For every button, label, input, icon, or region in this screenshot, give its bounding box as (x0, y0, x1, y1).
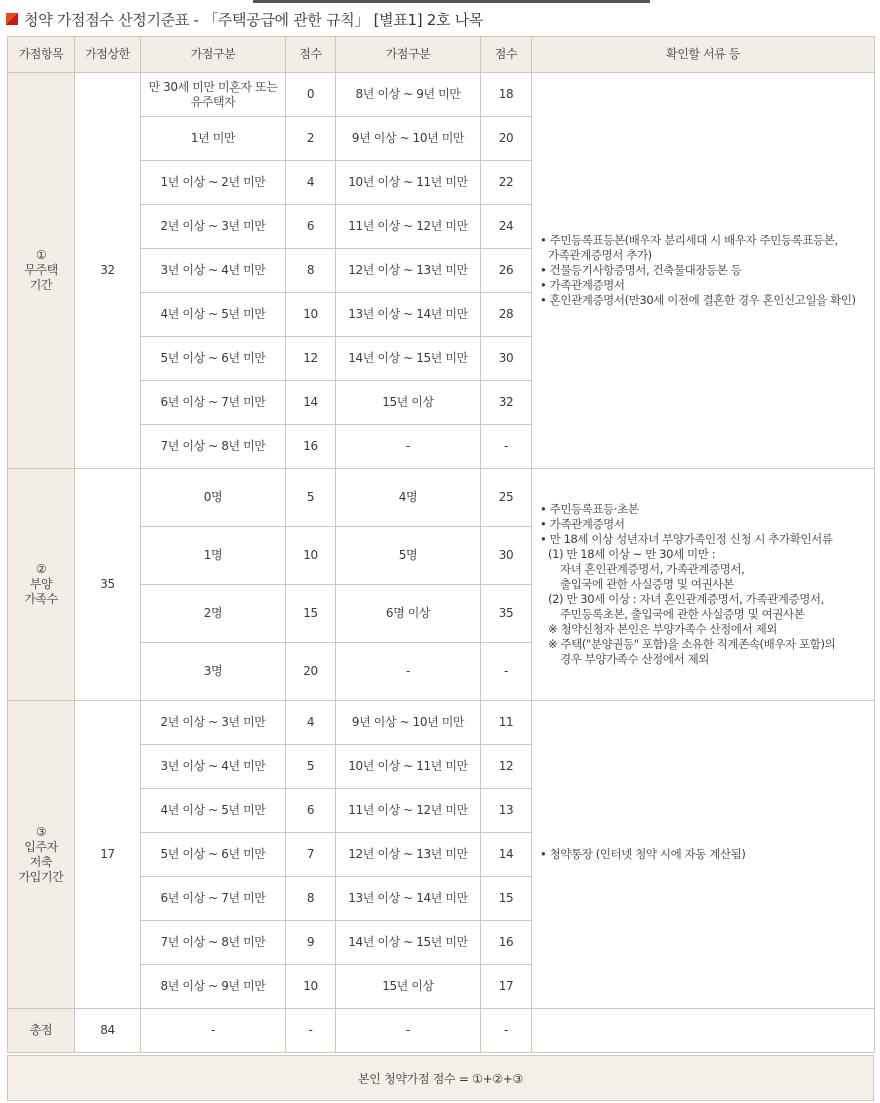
score-b: 24 (481, 205, 532, 249)
score-b: 26 (481, 249, 532, 293)
score-a: 4 (286, 161, 336, 205)
total-criteria-a: - (141, 1009, 286, 1053)
criteria-b: 14년 이상 ~ 15년 미만 (336, 921, 481, 965)
criteria-b: 11년 이상 ~ 12년 미만 (336, 205, 481, 249)
score-b: 30 (481, 337, 532, 381)
table-row (8, 73, 875, 117)
section2-documents: • 주민등록표등·초본 • 가족관계증명서 • 만 18세 이상 성년자녀 부양가족인정 신청 시 추가확인서류 (1) 만 18세 이상 ~ 만 30세 미만 : 자녀 혼인관계증명서, 가족관계증명서, 출입국에 관한 사실증명 및 여권사본 (2) 만 30세 이상 : 자녀 혼인관계증명서, 가족관계증명서, 주민등록초본, 출입국에 관한 사실증명 및 여권사본 ※ 청약신청자 본인은 부양가족수 산정에서 제외 ※ 주택("분양권등" 포함)을 소유한 직계존속(배우자 포함)의 경우 부양가족수 산정에서 제외 (532, 469, 875, 701)
criteria-a: 1년 미만 (141, 117, 286, 161)
criteria-a: 0명 (141, 469, 286, 527)
score-b: 14 (481, 833, 532, 877)
criteria-a: 4년 이상 ~ 5년 미만 (141, 293, 286, 337)
top-divider-bar (253, 0, 650, 3)
criteria-b: 15년 이상 (336, 381, 481, 425)
score-a: 0 (286, 73, 336, 117)
score-b: 32 (481, 381, 532, 425)
score-table (7, 36, 875, 1053)
header-criteria-a: 가점구분 (141, 37, 286, 73)
section2-category: ② 부양 가족수 (8, 469, 75, 701)
criteria-a: 2명 (141, 585, 286, 643)
criteria-b: 13년 이상 ~ 14년 미만 (336, 293, 481, 337)
criteria-a: 6년 이상 ~ 7년 미만 (141, 877, 286, 921)
criteria-a: 6년 이상 ~ 7년 미만 (141, 381, 286, 425)
header-score-b: 점수 (481, 37, 532, 73)
criteria-b: 12년 이상 ~ 13년 미만 (336, 833, 481, 877)
score-b: 20 (481, 117, 532, 161)
criteria-a: 5년 이상 ~ 6년 미만 (141, 337, 286, 381)
criteria-a: 7년 이상 ~ 8년 미만 (141, 921, 286, 965)
section3-max: 17 (75, 701, 141, 1009)
score-b: 35 (481, 585, 532, 643)
total-documents (532, 1009, 875, 1053)
criteria-b: 8년 이상 ~ 9년 미만 (336, 73, 481, 117)
section3-category: ③ 입주자 저축 가입기간 (8, 701, 75, 1009)
score-a: 10 (286, 293, 336, 337)
criteria-b: 6명 이상 (336, 585, 481, 643)
criteria-b: 9년 이상 ~ 10년 미만 (336, 701, 481, 745)
score-formula-text: 본인 청약가점 점수 = ①+②+③ (357, 1071, 524, 1086)
score-a: 2 (286, 117, 336, 161)
criteria-a: 만 30세 미만 미혼자 또는 유주택자 (141, 73, 286, 117)
score-a: 5 (286, 745, 336, 789)
section2-max: 35 (75, 469, 141, 701)
score-b: 12 (481, 745, 532, 789)
criteria-b: 15년 이상 (336, 965, 481, 1009)
criteria-a: 7년 이상 ~ 8년 미만 (141, 425, 286, 469)
score-b: - (481, 643, 532, 701)
criteria-a: 3년 이상 ~ 4년 미만 (141, 249, 286, 293)
score-a: 6 (286, 789, 336, 833)
criteria-a: 8년 이상 ~ 9년 미만 (141, 965, 286, 1009)
score-b: 13 (481, 789, 532, 833)
score-a: 9 (286, 921, 336, 965)
header-score-a: 점수 (286, 37, 336, 73)
total-score-a: - (286, 1009, 336, 1053)
header-criteria-b: 가점구분 (336, 37, 481, 73)
score-b: 16 (481, 921, 532, 965)
criteria-a: 2년 이상 ~ 3년 미만 (141, 701, 286, 745)
criteria-b: 13년 이상 ~ 14년 미만 (336, 877, 481, 921)
score-a: 7 (286, 833, 336, 877)
criteria-b: 11년 이상 ~ 12년 미만 (336, 789, 481, 833)
criteria-b: 12년 이상 ~ 13년 미만 (336, 249, 481, 293)
header-category: 가점항목 (8, 37, 75, 73)
total-criteria-b: - (336, 1009, 481, 1053)
total-row (8, 1009, 875, 1053)
criteria-a: 1년 이상 ~ 2년 미만 (141, 161, 286, 205)
score-b: 25 (481, 469, 532, 527)
score-a: 15 (286, 585, 336, 643)
total-label: 총점 (8, 1009, 75, 1053)
score-b: 30 (481, 527, 532, 585)
score-b: 11 (481, 701, 532, 745)
score-a: 8 (286, 877, 336, 921)
score-b: - (481, 425, 532, 469)
criteria-a: 3년 이상 ~ 4년 미만 (141, 745, 286, 789)
total-score-b: - (481, 1009, 532, 1053)
score-a: 8 (286, 249, 336, 293)
section1-category: ① 무주택 기간 (8, 73, 75, 469)
score-b: 15 (481, 877, 532, 921)
page-title (6, 6, 483, 32)
bullet-square-icon (6, 13, 18, 25)
header-documents: 확인할 서류 등 (532, 37, 875, 73)
section1-max: 32 (75, 73, 141, 469)
criteria-b: 9년 이상 ~ 10년 미만 (336, 117, 481, 161)
page-title-text: 청약 가점점수 산정기준표 - 「주택공급에 관한 규칙」 [별표1] 2호 나목 (24, 10, 484, 29)
criteria-a: 4년 이상 ~ 5년 미만 (141, 789, 286, 833)
score-a: 20 (286, 643, 336, 701)
score-b: 17 (481, 965, 532, 1009)
score-b: 22 (481, 161, 532, 205)
section3-documents: • 청약통장 (인터넷 청약 시에 자동 계산됨) (532, 701, 875, 1009)
header-max: 가점상한 (75, 37, 141, 73)
criteria-a: 5년 이상 ~ 6년 미만 (141, 833, 286, 877)
criteria-b: - (336, 643, 481, 701)
criteria-a: 1명 (141, 527, 286, 585)
criteria-b: 4명 (336, 469, 481, 527)
score-a: 12 (286, 337, 336, 381)
table-row (8, 701, 875, 745)
score-b: 18 (481, 73, 532, 117)
total-max: 84 (75, 1009, 141, 1053)
table-row (8, 469, 875, 527)
score-a: 10 (286, 965, 336, 1009)
score-a: 16 (286, 425, 336, 469)
criteria-a: 2년 이상 ~ 3년 미만 (141, 205, 286, 249)
criteria-a: 3명 (141, 643, 286, 701)
score-a: 10 (286, 527, 336, 585)
criteria-b: 5명 (336, 527, 481, 585)
score-a: 5 (286, 469, 336, 527)
score-a: 4 (286, 701, 336, 745)
criteria-b: 14년 이상 ~ 15년 미만 (336, 337, 481, 381)
score-formula (7, 1055, 874, 1101)
criteria-b: 10년 이상 ~ 11년 미만 (336, 745, 481, 789)
section1-documents: • 주민등록표등본(배우자 분리세대 시 배우자 주민등록표등본, 가족관계증명서 추가) • 건물등기사항증명서, 건축물대장등본 등 • 가족관계증명서 • 혼인관계증명서(만30세 이전에 결혼한 경우 혼인신고일을 확인) (532, 73, 875, 469)
score-a: 6 (286, 205, 336, 249)
score-b: 28 (481, 293, 532, 337)
header-row (8, 37, 875, 73)
criteria-b: - (336, 425, 481, 469)
score-a: 14 (286, 381, 336, 425)
criteria-b: 10년 이상 ~ 11년 미만 (336, 161, 481, 205)
